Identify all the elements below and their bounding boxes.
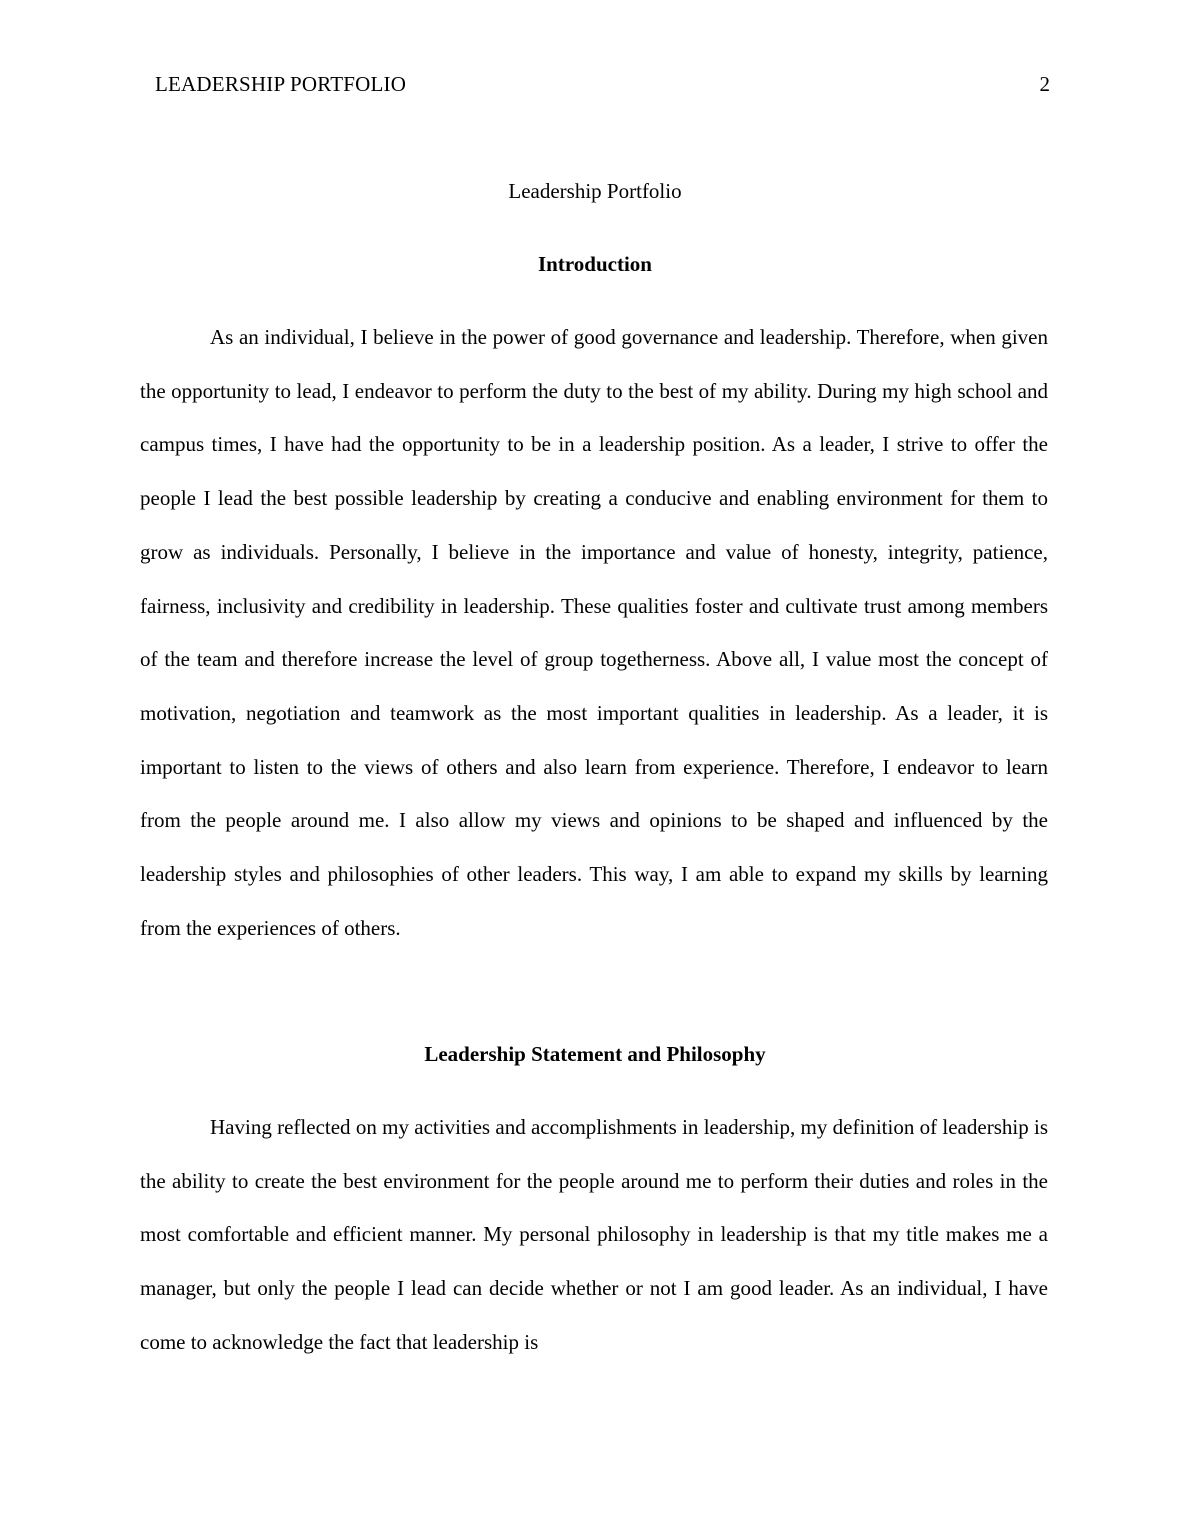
section-heading-introduction: Introduction	[538, 252, 652, 276]
section-heading-leadership-statement: Leadership Statement and Philosophy	[424, 1042, 766, 1066]
document-title: Leadership Portfolio	[508, 179, 682, 203]
introduction-paragraph: As an individual, I believe in the power of good governance and leadership. Therefore, when given the opportunity to lead, I endeavor to perform the duty to the best of my ability. During my high school and campus times, I have had the opportunity to be in a leadership position. As a leader, I strive to offer the people I lead the best possible leadership by creating a conducive and enabling environment for them to grow as individuals. Personally, I believe in the importance and value of honesty, integrity, patience, fairness, inclusivity and credibility in leadership. These qualities foster and cultivate trust among members of the team and therefore increase the level of group togetherness. Above all, I value most the concept of motivation, negotiation and teamwork as the most important qualities in leadership. As a leader, it is important to listen to the views of others and also learn from experience. Therefore, I endeavor to learn from the people around me. I also allow my views and opinions to be shaped and influenced by the leadership styles and philosophies of other leaders. This way, I am able to expand my skills by learning from the experiences of others.	[140, 325, 1048, 940]
page-number: 2	[1039, 72, 1050, 96]
leadership-statement-paragraph: Having reflected on my activities and accomplishments in leadership, my definition of leadership is the ability to create the best environment for the people around me to perform their duties and roles in the most comfortable and efficient manner. My personal philosophy in leadership is that my title makes me a manager, but only the people I lead can decide whether or not I am good leader. As an individual, I have come to acknowledge the fact that leadership is	[140, 1115, 1048, 1354]
running-head: LEADERSHIP PORTFOLIO	[155, 72, 407, 96]
